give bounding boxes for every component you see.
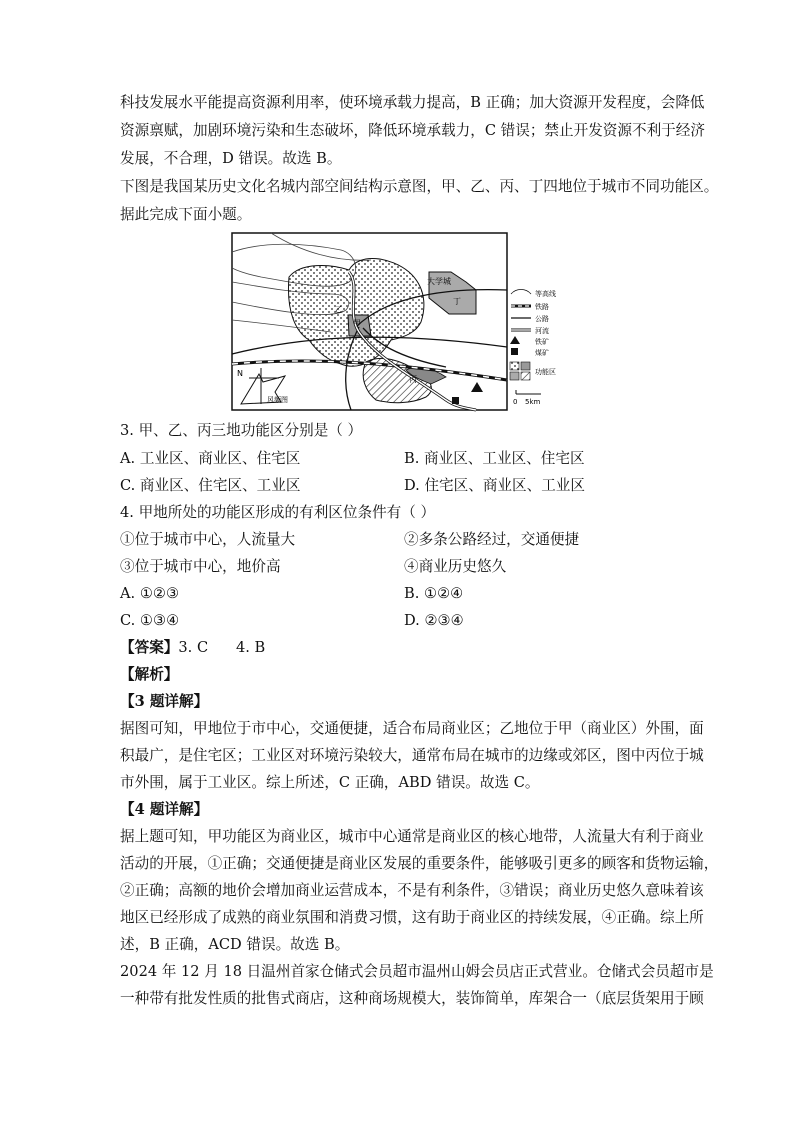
- detail-4-line: 据上题可知，甲功能区为商业区，城市中心通常是商业区的核心地带，人流量大有利于商业: [120, 828, 704, 845]
- north-label: N: [237, 369, 243, 378]
- q4-statement-4: ④商业历史悠久: [404, 558, 507, 575]
- next-passage-line: 2024 年 12 月 18 日温州首家仓储式会员超市温州山姆会员店正式营业。仓储式会员超市是: [120, 963, 714, 980]
- legend-iron: 铁矿: [535, 338, 549, 346]
- scale-zero: 0: [513, 398, 518, 406]
- paragraph-line: 据此完成下面小题。: [120, 206, 252, 223]
- legend-rail: 铁路: [535, 303, 549, 311]
- detail-3-line: 市外围，属于工业区。综上所述，C 正确，ABD 错误。故选 C。: [120, 774, 540, 791]
- answer-line: [120, 638, 680, 658]
- map-legend: [510, 289, 556, 406]
- label-ding: 丁: [453, 297, 461, 306]
- detail-4-line: ②正确；高额的地价会增加商业运营成本，不是有利条件，③错误；商业历史悠久意味着该: [120, 882, 704, 899]
- legend-coal: 煤矿: [535, 349, 549, 357]
- label-bing: 丙: [409, 375, 417, 384]
- paragraph-line: 下图是我国某历史文化名城内部空间结构示意图，甲、乙、丙、丁四地位于城市不同功能区。: [120, 178, 719, 195]
- q4-option-d: D. ②③④: [404, 612, 464, 629]
- detail-4-line: 述，B 正确，ACD 错误。故选 B。: [120, 936, 350, 953]
- detail-4-line: 活动的开展，①正确；交通便捷是商业区发展的重要条件，能够吸引更多的顾客和货物运输，: [120, 855, 719, 872]
- next-passage-line: 一种带有批发性质的批售式商店，这种商场规模大，装饰简单，库架合一（底层货架用于顾: [120, 990, 704, 1007]
- label-university: 大学城: [427, 277, 451, 286]
- q3-option-b: B. 商业区、工业区、住宅区: [404, 450, 585, 467]
- detail-3-line: 积最广，是住宅区；工业区对环境污染较大，通常布局在城市的边缘或郊区，图中丙位于城: [120, 747, 704, 764]
- q4-option-a: A. ①②③: [120, 585, 180, 602]
- q3-option-c: C. 商业区、住宅区、工业区: [120, 477, 301, 494]
- q4-option-c: C. ①③④: [120, 612, 180, 629]
- question-4-stem: 4. 甲地所处的功能区形成的有利区位条件有（ ）: [120, 504, 436, 521]
- answer-text: 3. C 4. B: [178, 639, 266, 656]
- q3-option-a: A. 工业区、商业区、住宅区: [120, 450, 301, 467]
- detail-3-line: 据图可知，甲地位于市中心，交通便捷，适合布局商业区；乙地位于甲（商业区）外围，面: [120, 720, 704, 737]
- paragraph-line: 资源禀赋，加剧环境污染和生态破坏，降低环境承载力，C 错误；禁止开发资源不利于经济: [120, 122, 705, 139]
- scale-length: 5km: [525, 398, 541, 406]
- q4-statement-3: ③位于城市中心，地价高: [120, 558, 281, 575]
- detail-4-line: 地区已经形成了成熟的商业氛围和消费习惯，这有助于商业区的持续发展，④正确。综上所: [120, 909, 704, 926]
- q3-option-d: D. 住宅区、商业区、工业区: [404, 477, 585, 494]
- paragraph-line: 科技发展水平能提高资源利用率，使环境承载力提高，B 正确；加大资源开发程度，会降低: [120, 94, 705, 111]
- detail-4-label: 【4 题详解】: [120, 801, 209, 818]
- q4-option-b: B. ①②④: [404, 585, 464, 602]
- analysis-label: 【解析】: [120, 666, 179, 683]
- city-structure-map: [231, 232, 561, 412]
- paragraph-line: 发展，不合理，D 错误。故选 B。: [120, 150, 342, 167]
- q4-statement-1: ①位于城市中心，人流量大: [120, 531, 296, 548]
- coal-mine-icon: [452, 397, 459, 404]
- question-3-stem: 3. 甲、乙、丙三地功能区分别是（ ）: [120, 422, 363, 439]
- label-yi: 乙: [335, 305, 343, 314]
- legend-contour: 等高线: [535, 290, 556, 298]
- label-jia: 甲: [353, 319, 361, 328]
- legend-river: 河流: [535, 327, 549, 335]
- answer-label: 【答案】: [120, 639, 179, 656]
- legend-zone: 功能区: [535, 368, 556, 376]
- q4-statement-2: ②多条公路经过，交通便捷: [404, 531, 580, 548]
- detail-3-label: 【3 题详解】: [120, 693, 209, 710]
- legend-road: 公路: [535, 315, 549, 323]
- wind-rose-label: 风频图: [267, 396, 288, 404]
